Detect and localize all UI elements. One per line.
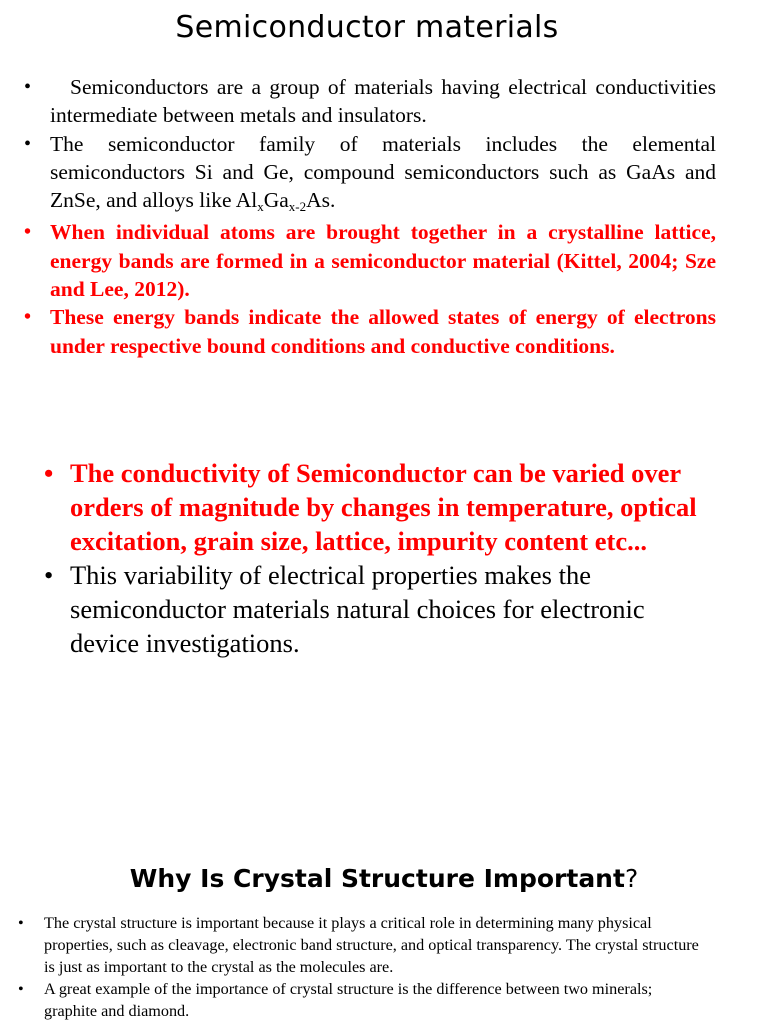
text-part: The semiconductor family of materials includes the elemental semiconductors Si and Ge, compound semiconductors such as GaAs and ZnSe, and alloys like Al bbox=[50, 131, 716, 213]
bullet-text bbox=[50, 130, 716, 215]
page-title: Semiconductor materials bbox=[175, 10, 559, 45]
subscript: x-2 bbox=[288, 199, 307, 215]
bullet-text: The crystal structure is important because it plays a critical role in determining many physical properties, such as cleavage, electronic band structure, and optical transparency. The crystal structure is just as important to the crystal as the molecules are. bbox=[44, 914, 699, 976]
heading-text: Why Is Crystal Structure Important bbox=[129, 864, 625, 893]
bullet-icon: • bbox=[44, 458, 54, 488]
list-item bbox=[24, 130, 716, 215]
subscript: x bbox=[257, 199, 264, 215]
text-part: Ga bbox=[263, 188, 289, 213]
bullet-icon: • bbox=[44, 560, 54, 590]
section-heading bbox=[0, 864, 768, 893]
list-item bbox=[24, 303, 716, 360]
list-item bbox=[24, 73, 716, 130]
list-item bbox=[44, 456, 716, 558]
bullet-text: This variability of electrical properties makes the semiconductor materials natural choices for electronic device investigations. bbox=[70, 560, 645, 658]
conductivity-bullet-list bbox=[44, 456, 716, 660]
text-part: As. bbox=[306, 188, 336, 213]
bullet-icon: • bbox=[24, 221, 32, 244]
crystal-structure-bullet-list bbox=[18, 912, 708, 1022]
bullet-text: A great example of the importance of crystal structure is the difference between two minerals; graphite and diamond. bbox=[44, 980, 653, 1020]
list-item bbox=[18, 912, 708, 978]
bullet-text: These energy bands indicate the allowed states of energy of electrons under respective bound conditions and conductive conditions. bbox=[50, 305, 716, 358]
list-item bbox=[44, 558, 716, 660]
bullet-text: When individual atoms are brought together in a crystalline lattice, energy bands are formed in a semiconductor material (Kittel, 2004; Sze and Lee, 2012). bbox=[50, 220, 716, 302]
bullet-icon: • bbox=[24, 76, 32, 98]
bullet-text: The conductivity of Semiconductor can be varied over orders of magnitude by changes in temperature, optical excitation, grain size, lattice, impurity content etc... bbox=[70, 458, 697, 556]
list-item bbox=[24, 218, 716, 303]
heading-question-mark: ? bbox=[624, 864, 639, 893]
bullet-icon: • bbox=[18, 914, 24, 932]
bullet-icon: • bbox=[24, 132, 32, 155]
bullet-text: Semiconductors are a group of materials having electrical conductivities intermediate between metals and insulators. bbox=[50, 75, 716, 128]
bullet-icon: • bbox=[24, 306, 32, 329]
semiconductor-bullet-list bbox=[24, 73, 716, 360]
list-item bbox=[18, 978, 708, 1022]
bullet-icon: • bbox=[18, 980, 24, 998]
